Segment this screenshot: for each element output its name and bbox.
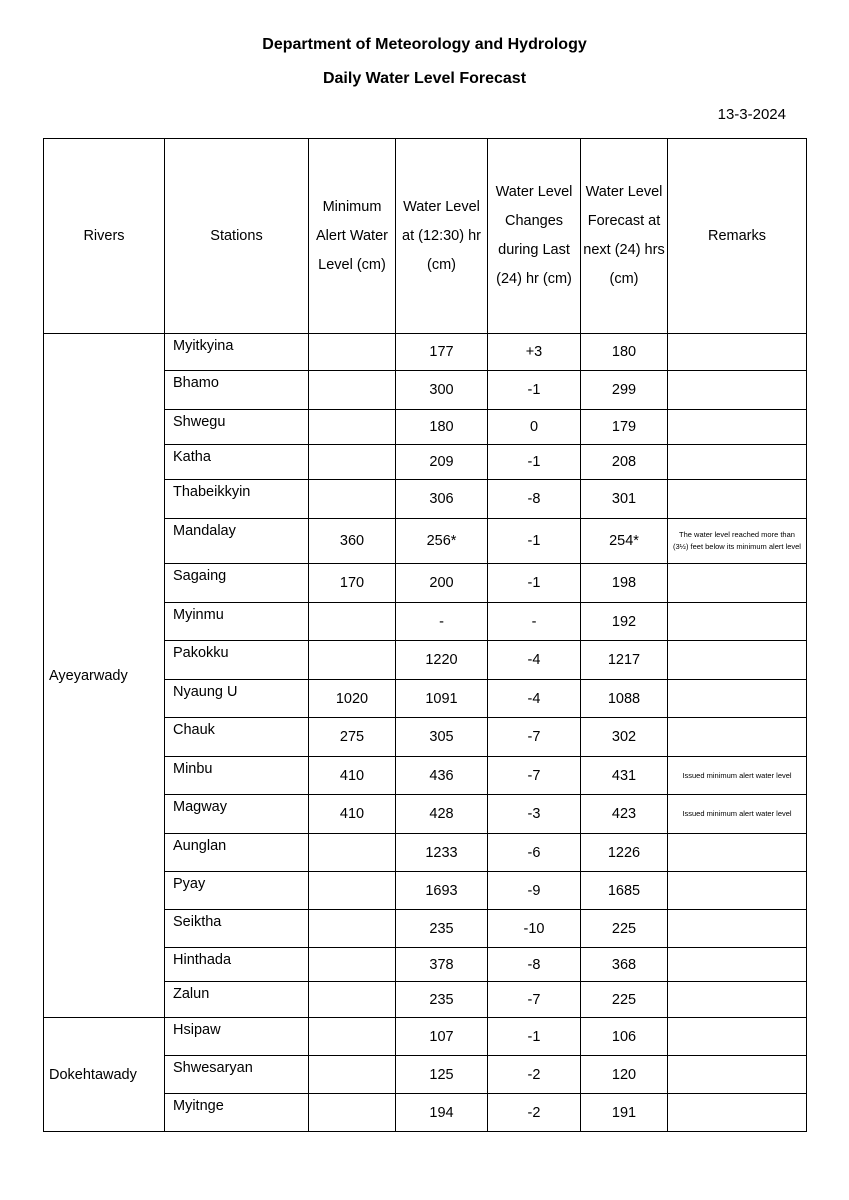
report-date: 13-3-2024 [717, 106, 786, 123]
forecast-cell: 302 [581, 718, 668, 757]
change-cell: - [488, 603, 581, 641]
remarks-cell [668, 872, 807, 910]
forecast-cell: 1685 [581, 872, 668, 910]
station-cell: Shwegu [165, 410, 309, 445]
min-alert-cell: 410 [309, 757, 396, 795]
change-cell: -2 [488, 1056, 581, 1094]
water-level-cell: 428 [396, 795, 488, 834]
change-cell: -8 [488, 948, 581, 982]
river-cell: Dokehtawady [44, 1018, 165, 1132]
water-level-table [43, 138, 807, 1132]
station-cell: Mandalay [165, 519, 309, 564]
min-alert-cell [309, 834, 396, 872]
forecast-cell: 225 [581, 910, 668, 948]
station-cell: Myitkyina [165, 334, 309, 371]
min-alert-cell [309, 371, 396, 410]
table-row [44, 1018, 807, 1056]
change-cell: -7 [488, 718, 581, 757]
min-alert-cell: 275 [309, 718, 396, 757]
min-alert-cell [309, 1094, 396, 1132]
forecast-cell: 1226 [581, 834, 668, 872]
remarks-cell: Issued minimum alert water level [668, 757, 807, 795]
water-level-cell: 177 [396, 334, 488, 371]
remarks-cell [668, 948, 807, 982]
change-cell: -10 [488, 910, 581, 948]
water-level-cell: 194 [396, 1094, 488, 1132]
change-cell: -1 [488, 445, 581, 480]
water-level-cell: 235 [396, 982, 488, 1018]
change-cell: -8 [488, 480, 581, 519]
station-cell: Aunglan [165, 834, 309, 872]
min-alert-cell: 170 [309, 564, 396, 603]
station-cell: Pyay [165, 872, 309, 910]
remarks-cell [668, 371, 807, 410]
document-subtitle: Daily Water Level Forecast [322, 70, 527, 87]
change-cell: -2 [488, 1094, 581, 1132]
water-level-cell: 306 [396, 480, 488, 519]
table-body [44, 334, 807, 1132]
station-cell: Thabeikkyin [165, 480, 309, 519]
column-header-forecast: Water Level Forecast at next (24) hrs (cm) [581, 139, 668, 334]
remarks-cell: The water level reached more than (3½) feet below its minimum alert level [668, 519, 807, 564]
station-cell: Zalun [165, 982, 309, 1018]
min-alert-cell: 1020 [309, 680, 396, 718]
station-cell: Chauk [165, 718, 309, 757]
change-cell: -7 [488, 757, 581, 795]
water-level-cell: 1220 [396, 641, 488, 680]
river-cell: Ayeyarwady [44, 334, 165, 1018]
column-header-water-level: Water Level at (12:30) hr (cm) [396, 139, 488, 334]
change-cell: -4 [488, 641, 581, 680]
column-header-stations: Stations [165, 139, 309, 334]
document-title: Department of Meteorology and Hydrology [262, 36, 587, 53]
water-level-cell: 107 [396, 1018, 488, 1056]
min-alert-cell [309, 334, 396, 371]
water-level-cell: 125 [396, 1056, 488, 1094]
water-level-cell: 300 [396, 371, 488, 410]
water-level-cell: 256* [396, 519, 488, 564]
remarks-cell [668, 718, 807, 757]
water-level-cell: - [396, 603, 488, 641]
min-alert-cell: 360 [309, 519, 396, 564]
remarks-cell [668, 410, 807, 445]
change-cell: -3 [488, 795, 581, 834]
forecast-cell: 225 [581, 982, 668, 1018]
remarks-cell [668, 641, 807, 680]
forecast-cell: 423 [581, 795, 668, 834]
forecast-cell: 431 [581, 757, 668, 795]
column-header-min-alert: Minimum Alert Water Level (cm) [309, 139, 396, 334]
water-level-cell: 378 [396, 948, 488, 982]
remarks-cell [668, 834, 807, 872]
forecast-cell: 208 [581, 445, 668, 480]
water-level-cell: 209 [396, 445, 488, 480]
remarks-cell [668, 603, 807, 641]
station-cell: Seiktha [165, 910, 309, 948]
min-alert-cell: 410 [309, 795, 396, 834]
min-alert-cell [309, 948, 396, 982]
remarks-cell [668, 445, 807, 480]
remarks-cell [668, 910, 807, 948]
water-level-cell: 200 [396, 564, 488, 603]
station-cell: Sagaing [165, 564, 309, 603]
min-alert-cell [309, 910, 396, 948]
column-header-remarks: Remarks [668, 139, 807, 334]
min-alert-cell [309, 1018, 396, 1056]
station-cell: Hinthada [165, 948, 309, 982]
change-cell: -1 [488, 564, 581, 603]
forecast-cell: 180 [581, 334, 668, 371]
change-cell: 0 [488, 410, 581, 445]
water-level-cell: 180 [396, 410, 488, 445]
column-header-rivers: Rivers [44, 139, 165, 334]
water-level-cell: 1233 [396, 834, 488, 872]
table-row [44, 334, 807, 371]
water-level-cell: 1091 [396, 680, 488, 718]
forecast-cell: 198 [581, 564, 668, 603]
forecast-cell: 191 [581, 1094, 668, 1132]
remarks-cell [668, 1056, 807, 1094]
change-cell: +3 [488, 334, 581, 371]
station-cell: Bhamo [165, 371, 309, 410]
water-level-cell: 1693 [396, 872, 488, 910]
column-header-changes: Water Level Changes during Last (24) hr (cm) [488, 139, 581, 334]
min-alert-cell [309, 872, 396, 910]
forecast-cell: 254* [581, 519, 668, 564]
forecast-cell: 1217 [581, 641, 668, 680]
min-alert-cell [309, 480, 396, 519]
table-header-row [44, 139, 807, 334]
min-alert-cell [309, 445, 396, 480]
forecast-cell: 1088 [581, 680, 668, 718]
forecast-cell: 301 [581, 480, 668, 519]
water-level-cell: 436 [396, 757, 488, 795]
station-cell: Magway [165, 795, 309, 834]
station-cell: Katha [165, 445, 309, 480]
change-cell: -9 [488, 872, 581, 910]
station-cell: Shwesaryan [165, 1056, 309, 1094]
station-cell: Myitnge [165, 1094, 309, 1132]
forecast-cell: 120 [581, 1056, 668, 1094]
remarks-cell [668, 480, 807, 519]
remarks-cell [668, 334, 807, 371]
station-cell: Myinmu [165, 603, 309, 641]
forecast-cell: 192 [581, 603, 668, 641]
remarks-cell [668, 982, 807, 1018]
min-alert-cell [309, 603, 396, 641]
station-cell: Pakokku [165, 641, 309, 680]
station-cell: Minbu [165, 757, 309, 795]
station-cell: Hsipaw [165, 1018, 309, 1056]
water-level-cell: 305 [396, 718, 488, 757]
change-cell: -1 [488, 371, 581, 410]
change-cell: -6 [488, 834, 581, 872]
water-level-cell: 235 [396, 910, 488, 948]
min-alert-cell [309, 982, 396, 1018]
forecast-cell: 368 [581, 948, 668, 982]
remarks-cell [668, 564, 807, 603]
remarks-cell [668, 680, 807, 718]
remarks-cell: Issued minimum alert water level [668, 795, 807, 834]
forecast-cell: 179 [581, 410, 668, 445]
remarks-cell [668, 1018, 807, 1056]
min-alert-cell [309, 641, 396, 680]
change-cell: -4 [488, 680, 581, 718]
forecast-cell: 106 [581, 1018, 668, 1056]
change-cell: -7 [488, 982, 581, 1018]
min-alert-cell [309, 1056, 396, 1094]
change-cell: -1 [488, 1018, 581, 1056]
change-cell: -1 [488, 519, 581, 564]
station-cell: Nyaung U [165, 680, 309, 718]
forecast-cell: 299 [581, 371, 668, 410]
min-alert-cell [309, 410, 396, 445]
remarks-cell [668, 1094, 807, 1132]
